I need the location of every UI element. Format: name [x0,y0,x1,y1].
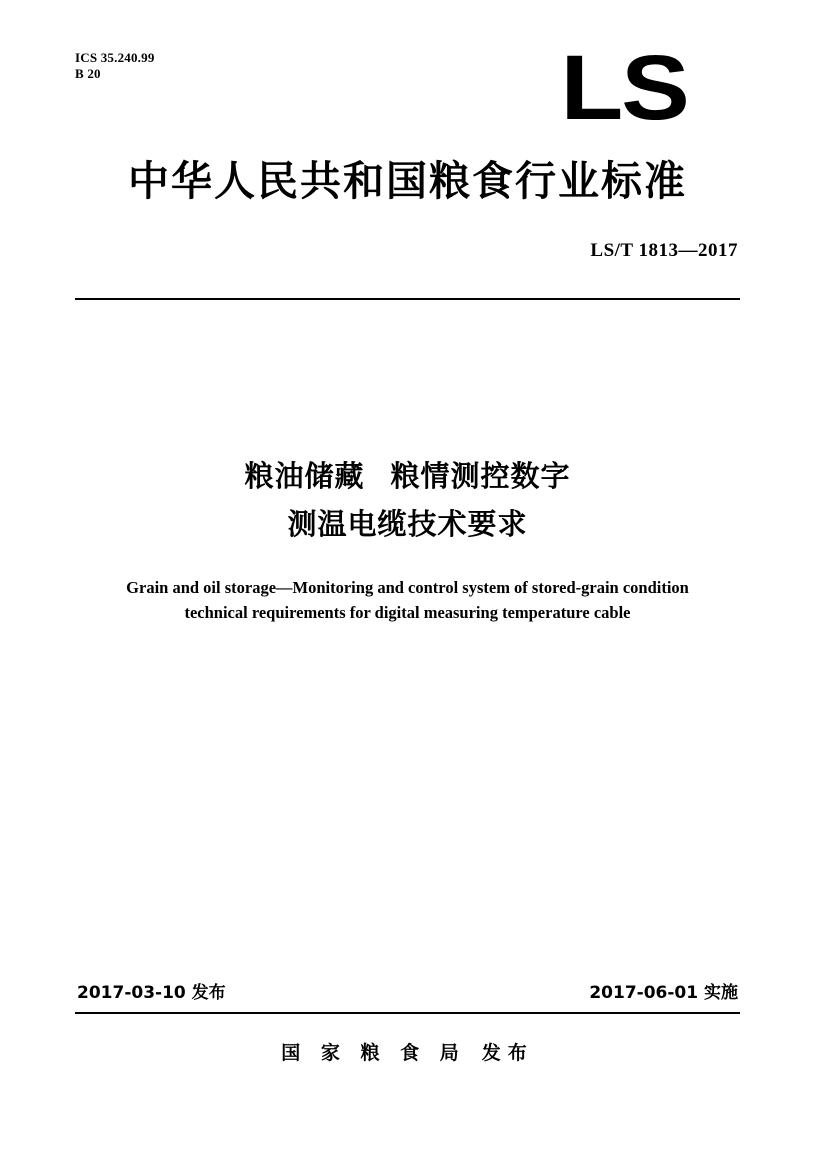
document-title-line1-part1: 粮油储藏 [244,459,365,493]
document-title [75,452,740,548]
document-title-english [75,575,740,625]
standard-number: LS/T 1813—2017 [590,240,738,261]
publisher-action: 发布 [481,1042,534,1064]
document-title-line1-part2: 粮情测控数字 [390,459,571,493]
ics-code: ICS 35.240.99 [75,50,155,65]
dates-row [75,978,740,1002]
document-title-line2: 测温电缆技术要求 [287,507,528,541]
publisher-name: 国 家 粮 食 局 [281,1042,466,1064]
document-title-en-line2: technical requirements for digital measuring temperature cable [184,603,631,622]
divider-top [75,298,740,300]
publisher-row [75,1038,740,1065]
ics-classification-block [75,50,155,82]
standard-series-title: 中华人民共和国粮食行业标准 [128,157,687,205]
ls-logo: LS [560,37,688,139]
effective-date: 2017-06-01 实施 [589,983,738,1003]
issue-date: 2017-03-10 发布 [77,983,226,1003]
page-content [75,0,740,1151]
document-title-en-line1: Grain and oil storage—Monitoring and control system of stored-grain condition [126,578,689,597]
divider-bottom [75,1012,740,1014]
classification-code: B 20 [75,66,101,81]
